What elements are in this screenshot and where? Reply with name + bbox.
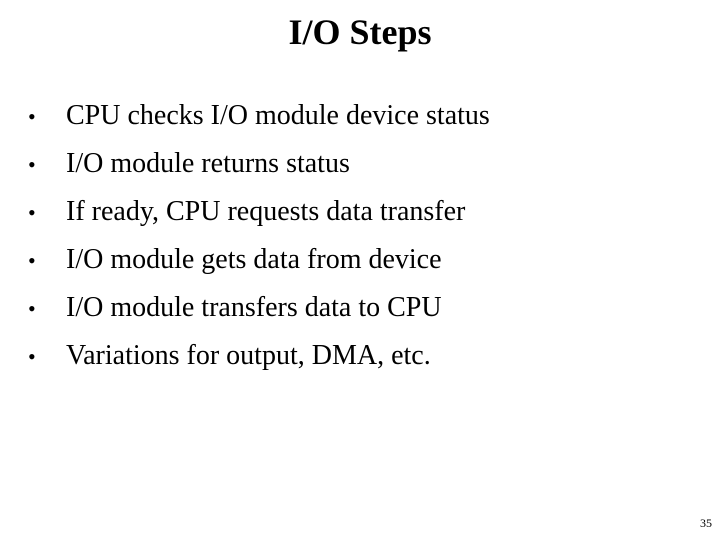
bullet-item bbox=[28, 92, 490, 140]
bullet-text: I/O module returns status bbox=[66, 148, 350, 179]
bullet-dot-icon: • bbox=[28, 344, 36, 369]
bullet-item bbox=[28, 284, 490, 332]
bullet-item bbox=[28, 188, 490, 236]
bullet-dot-icon: • bbox=[28, 200, 36, 225]
bullet-dot-icon: • bbox=[28, 104, 36, 129]
bullet-dot-icon: • bbox=[28, 296, 36, 321]
bullet-text: I/O module gets data from device bbox=[66, 244, 442, 275]
bullet-text: Variations for output, DMA, etc. bbox=[66, 340, 431, 371]
bullet-item bbox=[28, 332, 490, 380]
bullet-item bbox=[28, 140, 490, 188]
page-number: 35 bbox=[700, 516, 712, 530]
bullet-list bbox=[28, 92, 490, 380]
bullet-dot-icon: • bbox=[28, 152, 36, 177]
bullet-text: CPU checks I/O module device status bbox=[66, 100, 490, 131]
bullet-item bbox=[28, 236, 490, 284]
slide-title: I/O Steps bbox=[288, 12, 432, 52]
bullet-dot-icon: • bbox=[28, 248, 36, 273]
bullet-text: I/O module transfers data to CPU bbox=[66, 292, 442, 323]
bullet-text: If ready, CPU requests data transfer bbox=[66, 196, 466, 227]
